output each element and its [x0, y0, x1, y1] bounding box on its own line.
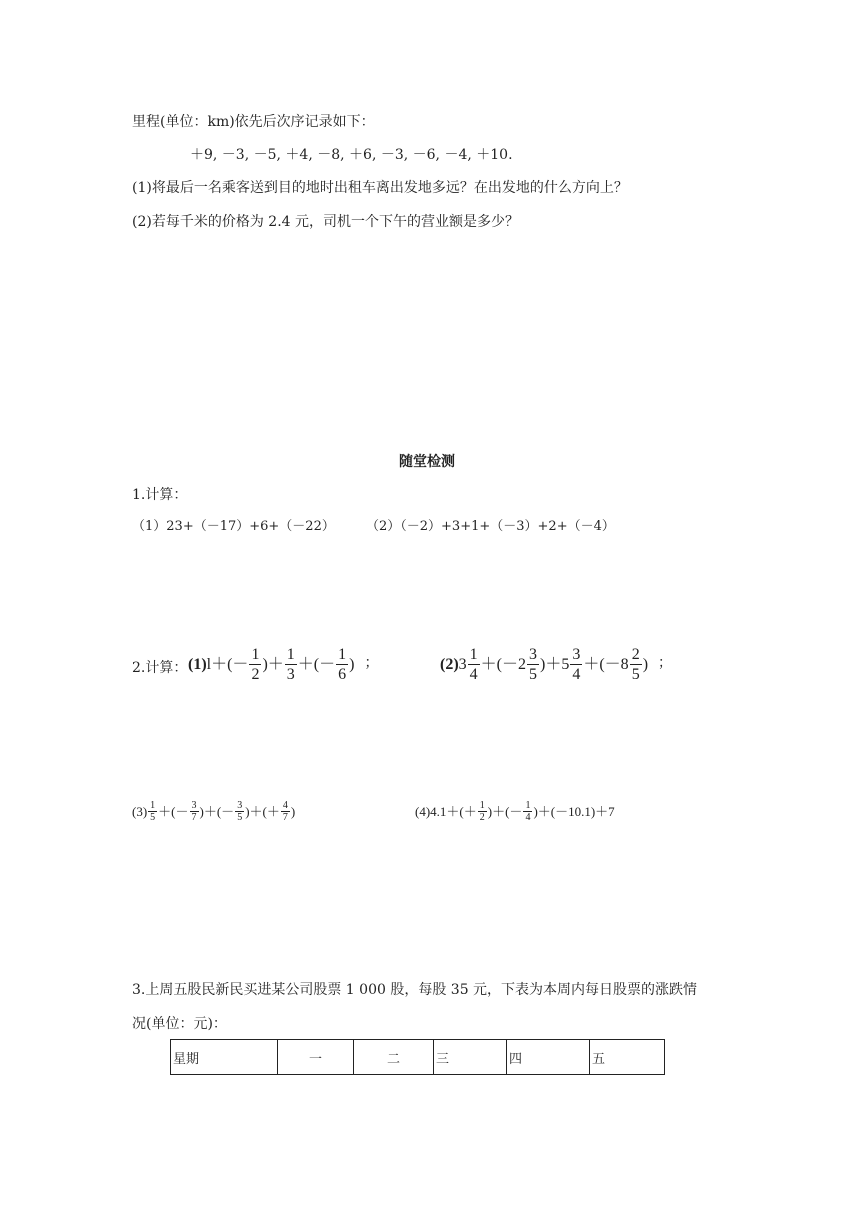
numerator: 1 — [286, 646, 295, 663]
table-cell: 三 — [434, 1040, 507, 1075]
expr-text: )＋ — [262, 656, 284, 674]
denominator: 5 — [631, 666, 640, 684]
expr-text: ＋(－8 — [583, 656, 629, 674]
numerator: 1 — [150, 800, 156, 811]
separator: ； — [364, 656, 379, 672]
expr-text: )＋(＋ — [245, 803, 280, 819]
fraction — [478, 800, 487, 823]
denominator: 2 — [251, 666, 260, 684]
q1-part1: （1）23+（－17）+6+（－22） — [132, 519, 335, 534]
q2-label: 2.计算： — [132, 660, 188, 676]
table-cell: 星期 — [171, 1040, 278, 1075]
fraction — [281, 800, 290, 823]
denominator: 7 — [191, 812, 197, 823]
numerator: 1 — [251, 646, 260, 663]
numerator: 3 — [237, 800, 243, 811]
part-prefix: (2) — [440, 656, 459, 674]
expr-text: )＋(－10.1)＋7 — [533, 803, 615, 819]
denominator: 4 — [572, 666, 581, 684]
denominator: 4 — [469, 666, 478, 684]
denominator: 3 — [286, 666, 295, 684]
part-prefix: (1) — [188, 656, 207, 674]
expr-text: )＋5 — [540, 656, 570, 674]
numerator: 3 — [191, 800, 197, 811]
numerator: 3 — [529, 646, 537, 663]
fraction — [235, 800, 244, 823]
denominator: 5 — [150, 812, 156, 823]
numerator: 2 — [631, 646, 640, 663]
question-2: (2)若每千米的价格为 2.4 元，司机一个下午的营业额是多少？ — [132, 214, 519, 230]
q2-part1-expression — [188, 645, 378, 684]
table-cell: 二 — [354, 1040, 434, 1075]
fraction — [570, 645, 582, 684]
q1-label: 1.计算： — [132, 487, 188, 503]
q3-line1: 3.上周五股民新民买进某公司股票 1 000 股，每股 35 元，下表为本周内每日股票的涨跌情 — [132, 982, 698, 998]
q3-line2: 况(单位：元)： — [132, 1016, 227, 1032]
section-title: 随堂检测 — [399, 454, 455, 470]
fraction — [148, 800, 157, 823]
fraction — [190, 800, 199, 823]
q2-part3-expression — [132, 800, 295, 823]
expr-text: ＋(－ — [297, 656, 336, 674]
table-header-row — [171, 1040, 665, 1075]
fraction — [249, 645, 261, 684]
table-cell: 五 — [590, 1040, 665, 1075]
numerator: 1 — [338, 646, 347, 663]
fraction — [468, 645, 480, 684]
denominator: 6 — [338, 666, 347, 684]
expr-text: )＋(－ — [487, 803, 523, 819]
numerator: 1 — [525, 800, 531, 811]
expr-text: ) — [349, 656, 355, 674]
q2-part4-expression — [415, 800, 615, 823]
fraction — [336, 645, 348, 684]
expr-text: 3 — [458, 656, 467, 674]
denominator: 7 — [282, 812, 288, 823]
denominator: 4 — [525, 812, 531, 823]
fraction — [523, 800, 532, 823]
q2-part2-expression — [440, 645, 672, 684]
numerator: 3 — [572, 646, 581, 663]
denominator: 5 — [529, 666, 537, 684]
q1-part2: （2）（－2）+3+1+（－3）+2+（－4） — [366, 519, 615, 534]
denominator: 5 — [237, 812, 243, 823]
part-prefix: (3) — [132, 803, 148, 819]
denominator: 2 — [479, 812, 485, 823]
numerator: 1 — [479, 800, 485, 811]
expr-text: ＋(－2 — [480, 656, 526, 674]
question-1: (1)将最后一名乘客送到目的地时出租车离出发地多远？在出发地的什么方向上？ — [132, 180, 628, 196]
separator: ； — [658, 656, 673, 672]
expr-text: ) — [642, 656, 649, 674]
part-prefix: (4) — [415, 803, 431, 819]
expr-text: l＋(－ — [206, 656, 249, 674]
fraction — [285, 645, 297, 684]
numerator: 1 — [469, 646, 478, 663]
fraction — [527, 645, 539, 684]
fraction — [630, 645, 642, 684]
problem-intro: 里程(单位：km)依先后次序记录如下： — [132, 114, 375, 130]
expr-text: ) — [290, 803, 296, 819]
table-cell: 四 — [507, 1040, 590, 1075]
stock-change-table — [170, 1039, 665, 1075]
mileage-sequence: ＋9, －3, －5, ＋4, －8, ＋6, －3, －6, －4, ＋10. — [190, 147, 513, 163]
expr-text: )＋(－ — [199, 803, 235, 819]
expr-text: ＋(－ — [158, 803, 189, 819]
table-cell: 一 — [278, 1040, 354, 1075]
expr-text: 4.1＋(＋ — [430, 803, 477, 819]
numerator: 4 — [282, 800, 288, 811]
